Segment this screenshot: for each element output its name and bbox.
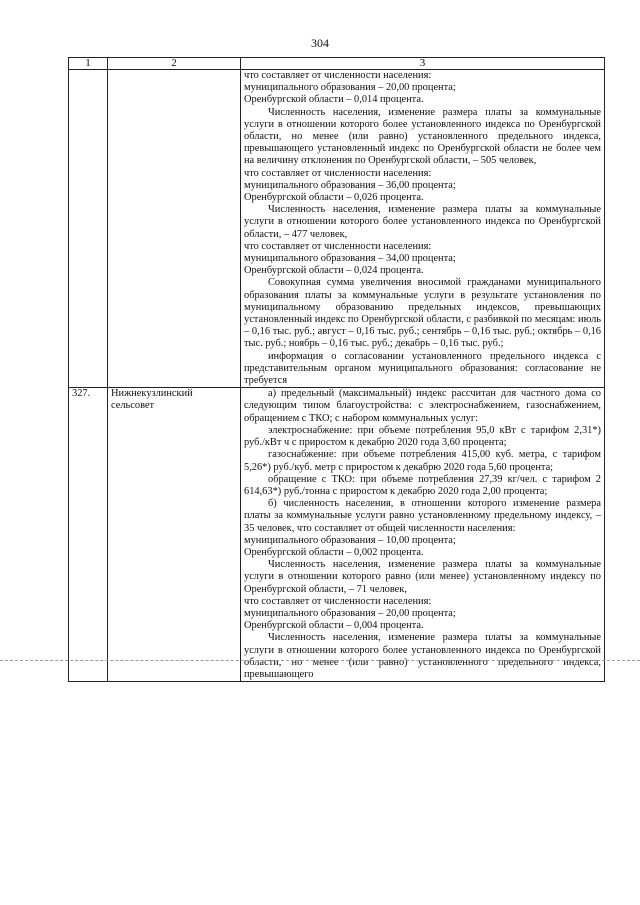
- row-content-cell: [241, 388, 605, 682]
- content-line: Оренбургской области – 0,004 процента.: [244, 620, 424, 632]
- content-paragraph: Численность населения, изменение размера платы за коммунальные услуги в отношении которого более установленного индекса по Оренбургской области, – 477 человек,: [244, 204, 601, 240]
- content-line: Оренбургской области – 0,026 процента.: [244, 192, 424, 204]
- row-number-cell: 327.: [69, 388, 108, 682]
- content-line: что составляет от численности населения:: [244, 595, 432, 607]
- content-line: муниципального образования – 34,00 процента;: [244, 253, 456, 265]
- content-line: муниципального образования – 10,00 процента;: [244, 534, 456, 546]
- content-paragraph: Численность населения, изменение размера платы за коммунальные услуги в отношении которого более установленного индекса по Оренбургской области, но менее (или равно) установленного предельного индекса, превышающего установленный индекс по Оренбургской области не более чем на величину отклонения по Оренбургской области, – 505 человек,: [244, 106, 601, 167]
- content-line: муниципального образования – 20,00 процента;: [244, 607, 456, 619]
- row-number-cell: [69, 70, 108, 388]
- table-row-327: [69, 388, 605, 682]
- content-paragraph: а) предельный (максимальный) индекс рассчитан для частного дома со следующим типом благоустройства: с электроснабжением, газоснабжением, обращением с ТКО; с набором коммунальных услуг:: [244, 388, 601, 424]
- column-header-2: 2: [108, 58, 241, 70]
- content-paragraph: Совокупная сумма увеличения вносимой гражданами муниципального образования платы за коммунальные услуги в результате установления по муниципальному образованию предельных индексов, превышающих установленный индекс по Оренбургской области, с разбивкой по месяцам: июль – 0,16 тыс. руб.; август – 0,16 тыс. руб.; сентябрь – 0,16 тыс. руб.; октябрь – 0,16 тыс. руб.; ноябрь – 0,16 тыс. руб.; декабрь – 0,16 тыс. руб.;: [244, 277, 601, 350]
- row-content-cell: [241, 70, 605, 388]
- content-line: Оренбургской области – 0,002 процента.: [244, 546, 424, 558]
- table-row-continuation: [69, 70, 605, 388]
- content-paragraph: информация о согласовании установленного предельного индекса с представительным органом муниципального образования: согласование не требуется: [244, 350, 601, 387]
- content-line: муниципального образования – 36,00 процента;: [244, 179, 456, 191]
- page-number: 304: [311, 36, 329, 50]
- content-line: что составляет от численности населения:: [244, 70, 432, 81]
- row-name-cell: Нижнекузлинский сельсовет: [108, 388, 241, 682]
- content-line: муниципального образования – 20,00 процента;: [244, 82, 456, 94]
- content-line: что составляет от численности населения:: [244, 240, 432, 252]
- content-line: Оренбургской области – 0,014 процента.: [244, 94, 424, 106]
- content-paragraph: Численность населения, изменение размера платы за коммунальные услуги в отношении которого равно (или менее) установленному индексу по Оренбургской области, – 71 человек,: [244, 559, 601, 595]
- content-paragraph: б) численность населения, в отношении которого изменение размера платы за коммунальные услуги равно установленному предельному индексу, – 35 человек, что составляет от общей численности населения:: [244, 498, 601, 534]
- content-paragraph: обращение с ТКО: при объеме потребления 27,39 кг/чел. с тарифом 2 614,63*) руб./тонна с приростом к декабрю 2020 года 2,00 процента;: [244, 473, 601, 497]
- row-name-cell: [108, 70, 241, 388]
- content-line: что составляет от численности населения:: [244, 167, 432, 179]
- content-paragraph: электроснабжение: при объеме потребления 95,0 кВт с тарифом 2,31*) руб./кВт ч с приростом к декабрю 2020 года 3,60 процента;: [244, 424, 601, 449]
- column-header-1: 1: [69, 58, 108, 70]
- document-table: [68, 57, 605, 682]
- content-paragraph: газоснабжение: при объеме потребления 415,00 куб. метра, с тарифом 5,26*) руб./куб. метр с приростом к декабрю 2020 года 5,60 процента;: [244, 449, 601, 473]
- content-line: Оренбургской области – 0,024 процента.: [244, 265, 424, 277]
- table-header-row: [69, 58, 605, 70]
- page-divider: [0, 660, 640, 661]
- column-header-3: 3: [241, 58, 605, 70]
- content-paragraph: Численность населения, изменение размера платы за коммунальные услуги в отношении которого более установленного индекса по Оренбургской области, но менее (или равно) установленного предельного индекса, превышающего: [244, 632, 601, 680]
